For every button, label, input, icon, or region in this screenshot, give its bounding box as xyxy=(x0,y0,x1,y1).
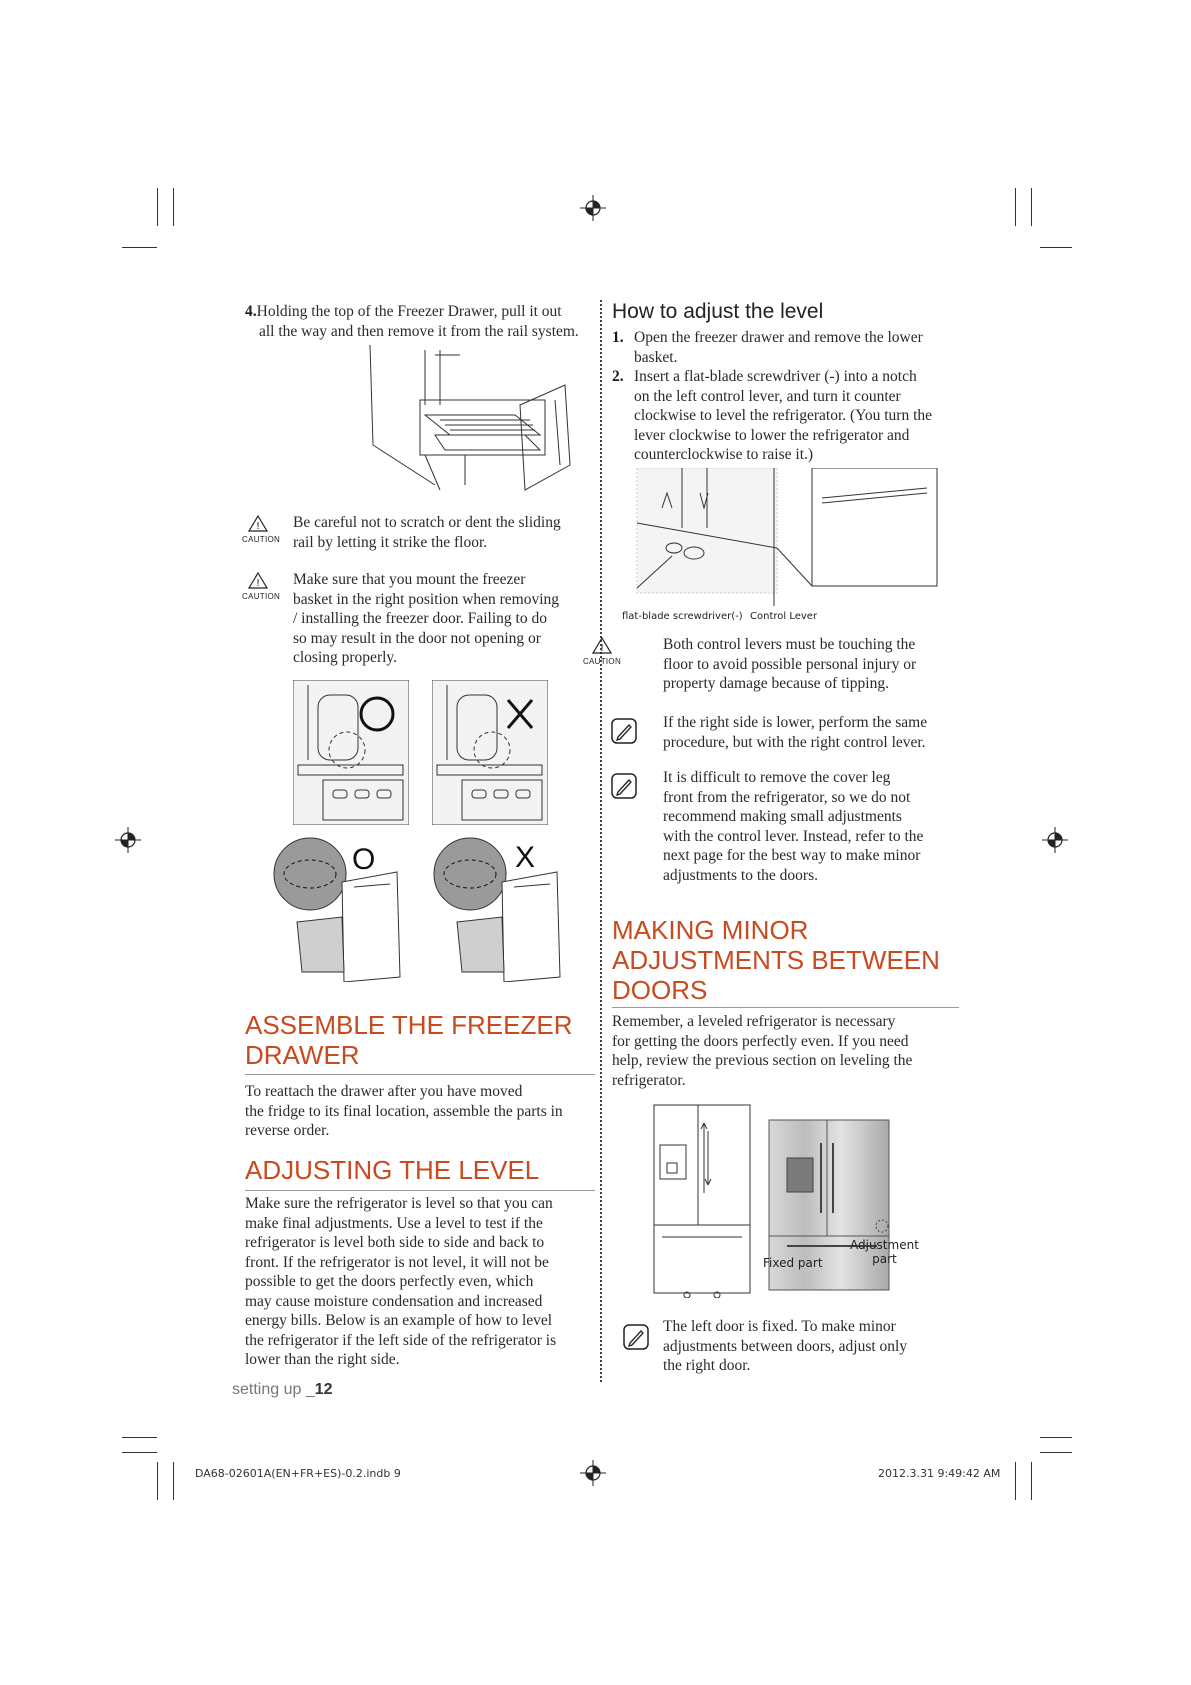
minor-text xyxy=(612,1012,962,1090)
step1-line2: basket. xyxy=(634,348,678,366)
minor-line3: help, review the previous section on leveling the xyxy=(612,1052,913,1069)
assemble-line2: the fridge to its final location, assemble the parts in xyxy=(245,1102,563,1120)
caution-text-1 xyxy=(293,513,593,552)
step2-line2: on the left control lever, and turn it counter xyxy=(634,387,901,405)
note-text-1 xyxy=(663,713,963,752)
correct-mark: O xyxy=(352,843,376,876)
step4-line1: Holding the top of the Freezer Drawer, pull it out xyxy=(256,303,562,320)
step4-number: 4. xyxy=(245,303,257,320)
adjusting-line5: possible to get the doors perfectly even, which xyxy=(245,1273,534,1290)
step2-line4: lever clockwise to lower the refrigerator and xyxy=(634,426,910,444)
caution2-line2: basket in the right position when removing xyxy=(293,590,560,608)
caution-text-2 xyxy=(293,570,593,668)
adjusting-line9: lower than the right side. xyxy=(245,1351,400,1368)
how-step-2 xyxy=(612,367,957,465)
minor-heading-line1: MAKING MINOR xyxy=(612,915,809,945)
note2-line5: next page for the best way to make minor xyxy=(663,847,921,864)
adjusting-rule xyxy=(245,1190,595,1191)
note3-line1: The left door is fixed. To make minor xyxy=(663,1318,896,1335)
adjusting-line7: energy bills. Below is an example of how to level xyxy=(245,1312,553,1329)
note2-line3: recommend making small adjustments xyxy=(663,808,902,825)
footer-section: setting up _ xyxy=(232,1381,315,1398)
caution2-line5: closing properly. xyxy=(293,649,398,666)
registration-mark-top xyxy=(580,195,606,221)
minor-line2: for getting the doors perfectly even. If you need xyxy=(612,1032,909,1050)
caution-label: CAUTION xyxy=(242,592,281,601)
caution-right-line1: Both control levers must be touching the xyxy=(663,636,916,653)
freezer-drawer-illustration xyxy=(365,345,590,500)
caution-triangle-icon xyxy=(248,572,268,589)
how-steps xyxy=(612,328,957,465)
print-file-name: DA68-02601A(EN+FR+ES)-0.2.indb 9 xyxy=(195,1467,401,1480)
note-text-3 xyxy=(663,1317,963,1376)
incorrect-mark: X xyxy=(515,841,536,874)
drawer-closeup-incorrect-illustration xyxy=(432,832,562,982)
minor-line1: Remember, a leveled refrigerator is necessary xyxy=(612,1013,896,1030)
note3-line3: the right door. xyxy=(663,1357,751,1374)
minor-rule xyxy=(612,1007,959,1008)
svg-text:!: ! xyxy=(255,521,261,532)
registration-mark-right xyxy=(1042,827,1068,853)
fixed-part-label: Fixed part xyxy=(763,1256,823,1270)
step4 xyxy=(245,302,595,341)
step2-line3: clockwise to level the refrigerator. (You turn the xyxy=(634,407,933,424)
caution2-line3: / installing the freezer door. Failing to do xyxy=(293,610,547,627)
screwdriver-label: flat-blade screwdriver(-) xyxy=(622,611,743,622)
assemble-text xyxy=(245,1082,595,1141)
basket-position-correct-illustration xyxy=(293,680,409,825)
assemble-heading-line1: ASSEMBLE THE FREEZER xyxy=(245,1010,573,1040)
adjusting-line1: Make sure the refrigerator is level so that you can xyxy=(245,1195,553,1212)
drawer-closeup-correct-illustration xyxy=(272,832,402,982)
adjusting-line2: make final adjustments. Use a level to test if the xyxy=(245,1214,543,1232)
refrigerator-photo xyxy=(767,1118,897,1300)
note-pencil-icon xyxy=(610,772,638,800)
registration-mark-left xyxy=(115,827,141,853)
assemble-rule xyxy=(245,1074,595,1075)
adjusting-line4: front. If the refrigerator is not level, it will not be xyxy=(245,1253,549,1271)
minor-heading-line2: ADJUSTMENTS BETWEEN xyxy=(612,945,940,975)
caution1-line2: rail by letting it strike the floor. xyxy=(293,533,488,551)
step2-line5: counterclockwise to raise it.) xyxy=(634,446,814,463)
note2-line4: with the control lever. Instead, refer to the xyxy=(663,827,924,845)
caution-triangle-icon xyxy=(248,515,268,532)
assemble-line1: To reattach the drawer after you have moved xyxy=(245,1083,523,1100)
control-lever-label: Control Lever xyxy=(750,611,818,622)
control-lever-illustration xyxy=(632,468,942,608)
caution-triangle-icon xyxy=(592,637,612,654)
adjusting-heading: ADJUSTING THE LEVEL xyxy=(245,1155,540,1185)
caution-right-line2: floor to avoid possible personal injury or xyxy=(663,655,917,673)
adjusting-text xyxy=(245,1194,595,1370)
caution-text-right xyxy=(663,635,963,694)
caution2-line4: so may result in the door not opening or xyxy=(293,629,541,647)
note1-line2: procedure, but with the right control lever. xyxy=(663,733,926,751)
note1-line1: If the right side is lower, perform the same xyxy=(663,714,928,731)
minor-line4: refrigerator. xyxy=(612,1071,686,1089)
svg-text:!: ! xyxy=(255,578,261,589)
adjusting-line3: refrigerator is level both side to side and back to xyxy=(245,1234,545,1251)
assemble-heading xyxy=(245,1010,573,1070)
step-number: 2. xyxy=(612,368,624,385)
step-number: 1. xyxy=(612,329,624,346)
assemble-heading-line2: DRAWER xyxy=(245,1040,360,1070)
how-step-1 xyxy=(612,328,957,367)
adjusting-line6: may cause moisture condensation and increased xyxy=(245,1292,543,1310)
column-divider xyxy=(599,300,605,1382)
note-text-2 xyxy=(663,768,963,885)
caution-right-line3: property damage because of tipping. xyxy=(663,675,889,692)
svg-text:!: ! xyxy=(599,643,605,654)
caution-label: CAUTION xyxy=(242,535,281,544)
caution1-line1: Be careful not to scratch or dent the sliding xyxy=(293,514,561,531)
note-pencil-icon xyxy=(622,1323,650,1351)
caution2-line1: Make sure that you mount the freezer xyxy=(293,571,526,588)
page-footer-label xyxy=(232,1381,333,1399)
note-pencil-icon xyxy=(610,717,638,745)
note2-line2: front from the refrigerator, so we do not xyxy=(663,788,911,806)
adjustment-label-line2: part xyxy=(872,1252,897,1266)
adjusting-line8: the refrigerator if the left side of the refrigerator is xyxy=(245,1331,557,1349)
adjustment-part-label xyxy=(850,1238,919,1266)
footer-page-number: 12 xyxy=(314,1381,333,1398)
note3-line2: adjustments between doors, adjust only xyxy=(663,1337,908,1355)
assemble-line3: reverse order. xyxy=(245,1122,330,1139)
adjustment-label-line1: Adjustment xyxy=(850,1238,919,1252)
step1-line1: Open the freezer drawer and remove the lower xyxy=(634,329,923,346)
step2-line1: Insert a flat-blade screwdriver (-) into a notch xyxy=(634,368,917,385)
print-timestamp: 2012.3.31 9:49:42 AM xyxy=(878,1467,1001,1480)
basket-position-incorrect-illustration xyxy=(432,680,548,825)
how-heading: How to adjust the level xyxy=(612,300,824,323)
note2-line6: adjustments to the doors. xyxy=(663,866,818,884)
note2-line1: It is difficult to remove the cover leg xyxy=(663,769,891,786)
caution-label: CAUTION xyxy=(582,657,622,666)
minor-heading xyxy=(612,915,940,1005)
refrigerator-doors-drawing xyxy=(652,1103,752,1298)
minor-heading-line3: DOORS xyxy=(612,975,708,1005)
registration-mark-bottom xyxy=(580,1460,606,1486)
step4-line2: all the way and then remove it from the rail system. xyxy=(259,322,579,340)
